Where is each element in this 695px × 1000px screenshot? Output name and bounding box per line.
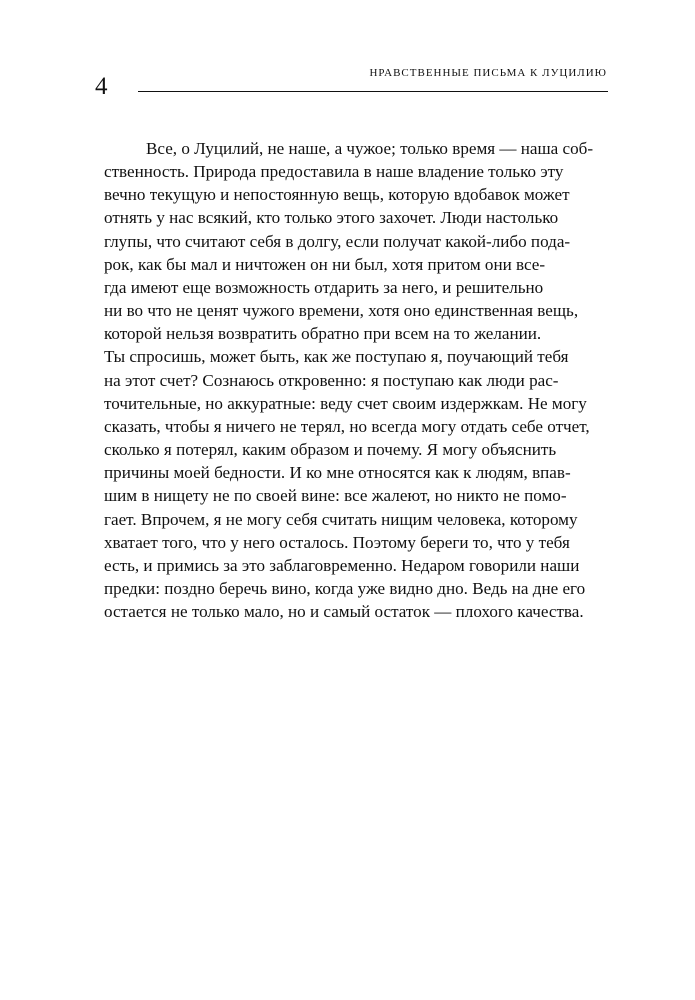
text-line: сказать, чтобы я ничего не терял, но всегда могу отдать себе отчет, — [104, 416, 590, 436]
text-line: Все, о Луцилий, не наше, а чужое; только время — наша соб- — [146, 139, 594, 158]
page-number: 4 — [95, 73, 108, 100]
text-line: Ты спросишь, может быть, как же поступаю я, поучающий тебя — [104, 347, 569, 367]
running-head: НРАВСТВЕННЫЕ ПИСЬМА К ЛУЦИЛИЮ — [369, 67, 607, 79]
text-line: отнять у нас всякий, кто только этого захочет. Люди настолько — [104, 208, 559, 228]
text-line: сколько я потерял, каким образом и почему. Я могу объяснить — [104, 440, 557, 460]
text-line: остается не только мало, но и самый остаток — плохого качества. — [104, 602, 584, 622]
header-rule — [138, 91, 608, 92]
text-line: хватает того, что у него осталось. Поэтому береги то, что у тебя — [104, 532, 570, 552]
text-line: рок, как бы мал и ничтожен он ни был, хотя притом они все- — [104, 254, 546, 274]
text-line: на этот счет? Сознаюсь откровенно: я поступаю как люди рас- — [104, 370, 559, 390]
text-line: вечно текущую и непостоянную вещь, которую вдобавок может — [104, 185, 570, 205]
text-line: гает. Впрочем, я не могу себя считать нищим человека, которому — [104, 509, 578, 529]
text-line: гда имеют еще возможность отдарить за него, и решительно — [104, 277, 544, 297]
text-line: шим в нищету не по своей вине: все жалеют, но никто не помо- — [104, 486, 567, 506]
text-line: ственность. Природа предоставила в наше владение только эту — [104, 162, 564, 182]
text-line: которой нельзя возвратить обратно при всем на то желании. — [104, 324, 542, 344]
text-line: есть, и примись за это заблаговременно. Недаром говорили наши — [104, 555, 580, 575]
text-line: точительные, но аккуратные: веду счет своим издержкам. Не могу — [104, 393, 587, 413]
body-paragraph — [104, 137, 624, 623]
text-line: ни во что не ценят чужого времени, хотя оно единственная вещь, — [104, 301, 579, 321]
text-line: предки: поздно беречь вино, когда уже видно дно. Ведь на дне его — [104, 578, 586, 598]
text-line: причины моей бедности. И ко мне относятся как к людям, впав- — [104, 463, 571, 483]
text-line: глупы, что считают себя в долгу, если получат какой-либо пода- — [104, 231, 571, 251]
